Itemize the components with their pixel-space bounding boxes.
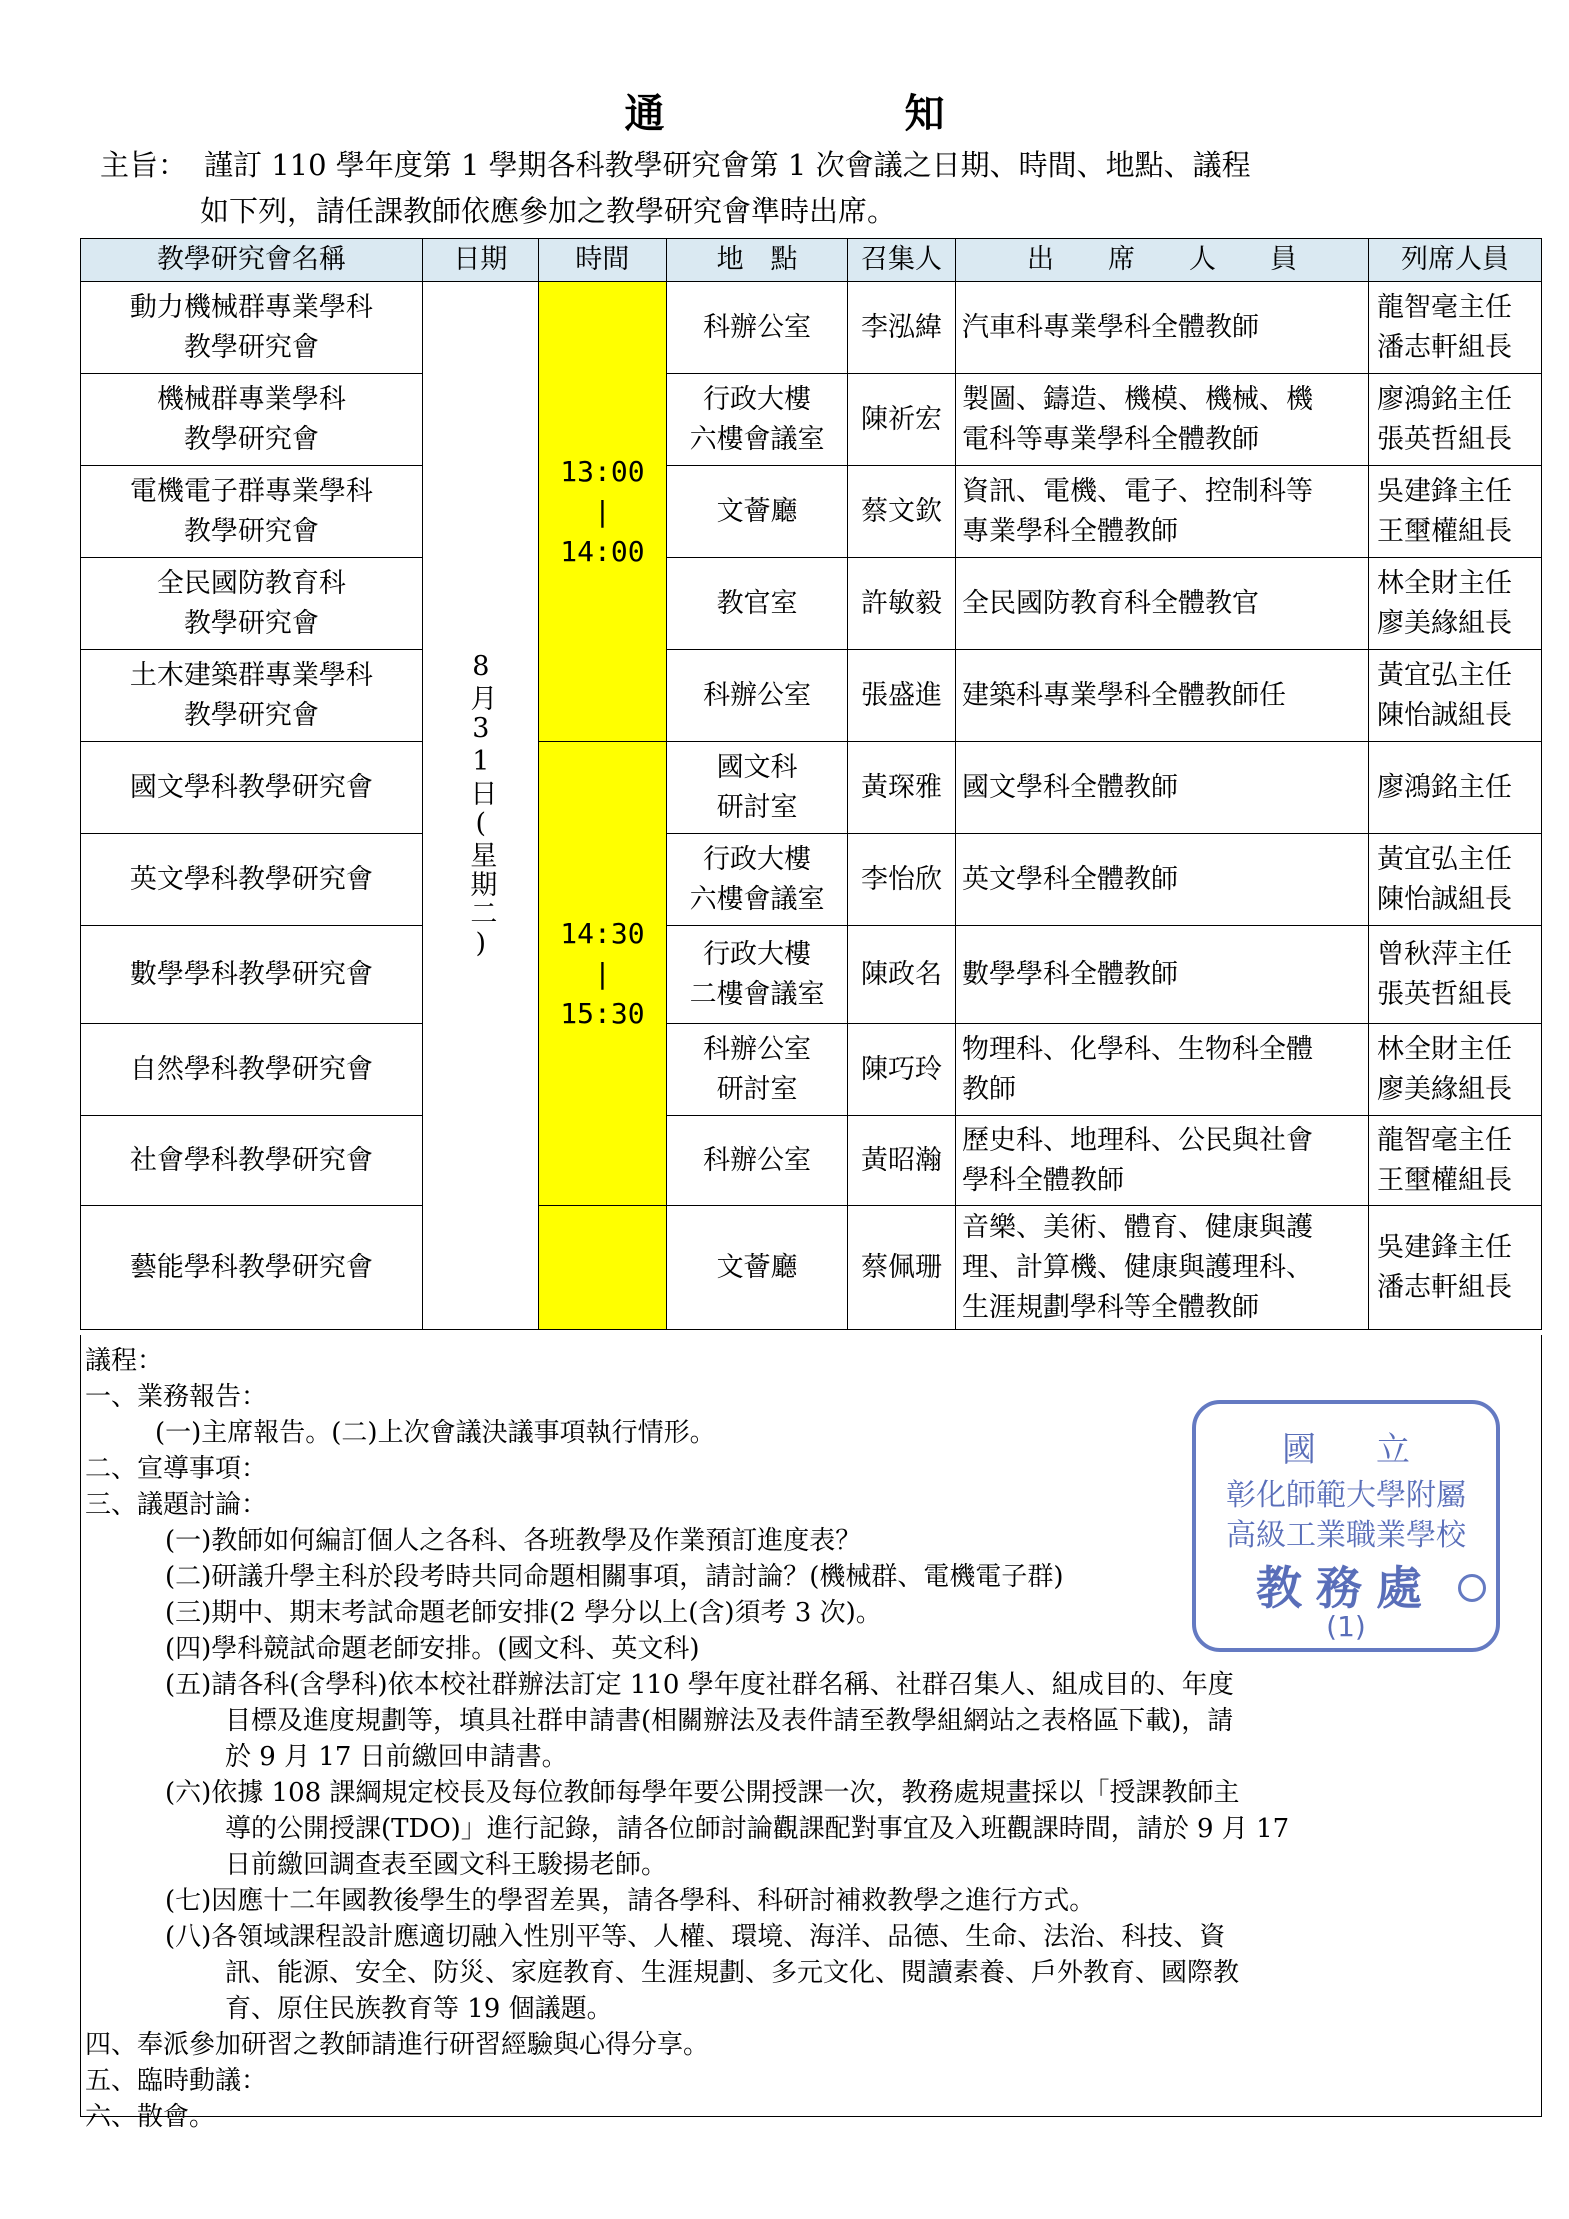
cell-line: 土木建築群專業學科: [129, 659, 373, 691]
seal-line: (1): [1326, 1610, 1366, 1643]
cell-line: 英文學科全體教師: [961, 863, 1178, 895]
agenda-section: 五、臨時動議：: [85, 2066, 268, 2096]
meeting-name: [81, 1024, 423, 1116]
convener: 張盛進: [848, 650, 956, 742]
seal-line: 教務處: [1256, 1561, 1436, 1615]
cell-line: 電機電子群專業學科: [129, 475, 373, 507]
cell-line: 科辦公室: [703, 1033, 812, 1065]
schedule-table: [80, 238, 1542, 1330]
cell-line: 音樂、美術、體育、健康與護: [961, 1211, 1313, 1243]
observers: [1369, 742, 1542, 834]
agenda-item: (三)期中、期末考試命題老師安排(2 學分以上(含)須考 3 次)。: [165, 1598, 882, 1628]
cell-line: 全民國防教育科: [156, 567, 346, 599]
meeting-name: [81, 466, 423, 558]
cell-line: 動力機械群專業學科: [129, 291, 373, 323]
col-header: 召集人: [848, 239, 956, 282]
cell-line: 數學學科教學研究會: [129, 958, 373, 990]
cell-line: 教學研究會: [183, 423, 319, 455]
observers: [1369, 1206, 1542, 1330]
subject-line-2: 如下列，請任課教師依應參加之教學研究會準時出席。: [200, 194, 897, 228]
table-header-row: [81, 239, 1542, 282]
time-end: 15:30: [560, 996, 645, 1030]
observers: [1369, 1024, 1542, 1116]
meeting-name: [81, 834, 423, 926]
meeting-place: [667, 650, 848, 742]
cell-line: 教學研究會: [183, 515, 319, 547]
cell-line: 林全財主任: [1377, 567, 1513, 599]
col-header: 教學研究會名稱: [81, 239, 423, 282]
col-header: 時間: [538, 239, 666, 282]
time-cell-blank: [538, 1206, 666, 1330]
cell-line: 資訊、電機、電子、控制科等: [961, 475, 1313, 507]
convener: 蔡文欽: [848, 466, 956, 558]
convener: 黃昭瀚: [848, 1116, 956, 1206]
subject: [100, 142, 1500, 234]
cell-line: 數學學科全體教師: [961, 958, 1178, 990]
cell-line: 科辦公室: [703, 679, 812, 711]
meeting-place: [667, 742, 848, 834]
agenda-item: (四)學科競試命題老師安排。(國文科、英文科): [165, 1634, 700, 1664]
time-start: 13:00: [560, 454, 645, 488]
observers: [1369, 1116, 1542, 1206]
cell-line: 吳建鋒主任: [1377, 1231, 1513, 1263]
seal-line: 高級工業職業學校: [1226, 1518, 1466, 1553]
agenda-item: 訊、能源、安全、防災、家庭教育、生涯規劃、多元文化、閱讀素養、戶外教育、國際教: [225, 1958, 1240, 1988]
meeting-name: [81, 1206, 423, 1330]
table-row: [81, 558, 1542, 650]
seal-line: 彰化師範大學附屬: [1226, 1478, 1466, 1513]
subject-label: 主旨：: [100, 148, 188, 182]
cell-line: 自然學科教學研究會: [129, 1053, 373, 1085]
meeting-place: [667, 558, 848, 650]
convener: 蔡佩珊: [848, 1206, 956, 1330]
observers: [1369, 374, 1542, 466]
table-row: [81, 650, 1542, 742]
table-row: [81, 1206, 1542, 1330]
agenda-section: 四、奉派參加研習之教師請進行研習經驗與心得分享。: [85, 2030, 710, 2060]
cell-line: 廖鴻銘主任: [1377, 771, 1513, 803]
attendees: [955, 834, 1368, 926]
meeting-name: [81, 374, 423, 466]
cell-line: 英文學科教學研究會: [129, 863, 373, 895]
cell-line: 專業學科全體教師: [961, 515, 1178, 547]
cell-line: 國文學科教學研究會: [129, 771, 373, 803]
cell-line: 張英哲組長: [1377, 978, 1513, 1010]
attendees: [955, 282, 1368, 374]
meeting-name: [81, 742, 423, 834]
meeting-date: 8月31日(星期二): [465, 650, 497, 961]
attendees: [955, 926, 1368, 1024]
convener: 陳祈宏: [848, 374, 956, 466]
table-row: [81, 1116, 1542, 1206]
meeting-place: [667, 1116, 848, 1206]
agenda-section: 二、宣導事項：: [85, 1454, 268, 1484]
table-row: [81, 1024, 1542, 1116]
agenda-item: (五)請各科(含學科)依本校社群辦法訂定 110 學年度社群名稱、社群召集人、組成目的、年度: [165, 1670, 1234, 1700]
cell-line: 教師: [961, 1073, 1016, 1105]
cell-line: 機械群專業學科: [156, 383, 346, 415]
cell-line: 廖鴻銘主任: [1377, 383, 1513, 415]
agenda-item: (一)教師如何編訂個人之各科、各班教學及作業預訂進度表？: [165, 1526, 862, 1556]
attendees: [955, 1024, 1368, 1116]
agenda-section: 六、散會。: [85, 2102, 216, 2132]
cell-line: 研討室: [716, 791, 798, 823]
col-header: 出 席 人 員: [955, 239, 1368, 282]
cell-line: 教學研究會: [183, 331, 319, 363]
cell-line: 教學研究會: [183, 699, 319, 731]
cell-line: 黃宜弘主任: [1377, 659, 1513, 691]
time-start: 14:30: [560, 916, 645, 950]
seal-line: 國立: [1282, 1430, 1470, 1470]
convener: 陳政名: [848, 926, 956, 1024]
cell-line: 六樓會議室: [689, 883, 825, 915]
agenda-item: 育、原住民族教育等 19 個議題。: [225, 1994, 613, 2024]
meeting-place: [667, 374, 848, 466]
cell-line: 林全財主任: [1377, 1033, 1513, 1065]
subject-line-1: 主旨： 謹訂 110 學年度第 1 學期各科教學研究會第 1 次會議之日期、時間、地點、議程: [100, 142, 1500, 188]
meeting-name: [81, 1116, 423, 1206]
cell-line: 藝能學科教學研究會: [129, 1251, 373, 1283]
cell-line: 教學研究會: [183, 607, 319, 639]
cell-line: 社會學科教學研究會: [129, 1144, 373, 1176]
cell-line: 吳建鋒主任: [1377, 475, 1513, 507]
col-header: 地 點: [667, 239, 848, 282]
observers: [1369, 466, 1542, 558]
time-sep: |: [593, 956, 611, 990]
observers: [1369, 926, 1542, 1024]
seal-emblem-icon: [1458, 1574, 1486, 1602]
agenda-heading: 議程：: [85, 1346, 164, 1376]
time-cell: [538, 282, 666, 742]
attendees: [955, 558, 1368, 650]
cell-line: 龍智毫主任: [1377, 1124, 1513, 1156]
col-header: 列席人員: [1369, 239, 1542, 282]
cell-line: 潘志軒組長: [1377, 331, 1513, 363]
agenda-item: 於 9 月 17 日前繳回申請書。: [225, 1742, 568, 1772]
cell-line: 物理科、化學科、生物科全體: [961, 1033, 1313, 1065]
cell-line: 國文學科全體教師: [961, 771, 1178, 803]
observers: [1369, 834, 1542, 926]
meeting-place: [667, 282, 848, 374]
convener: 李怡欣: [848, 834, 956, 926]
meeting-place: [667, 1206, 848, 1330]
convener: 李泓緯: [848, 282, 956, 374]
cell-line: 文薈廳: [716, 495, 798, 527]
observers: [1369, 650, 1542, 742]
agenda-item: (七)因應十二年國教後學生的學習差異，請各學科、科研討補救教學之進行方式。: [165, 1886, 1096, 1916]
cell-line: 黃宜弘主任: [1377, 843, 1513, 875]
time-sep: |: [593, 494, 611, 528]
attendees: [955, 1116, 1368, 1206]
cell-line: 電科等專業學科全體教師: [961, 423, 1259, 455]
cell-line: 教官室: [716, 587, 798, 619]
attendees: [955, 650, 1368, 742]
cell-line: 陳怡誠組長: [1377, 699, 1513, 731]
cell-line: 曾秋萍主任: [1377, 938, 1513, 970]
cell-line: 國文科: [716, 751, 798, 783]
observers: [1369, 282, 1542, 374]
cell-line: 汽車科專業學科全體教師: [961, 311, 1259, 343]
observers: [1369, 558, 1542, 650]
cell-line: 科辦公室: [703, 311, 812, 343]
cell-line: 王壐權組長: [1377, 1164, 1513, 1196]
cell-line: 建築科專業學科全體教師任: [961, 679, 1286, 711]
cell-line: 全民國防教育科全體教官: [961, 587, 1259, 619]
table-row: [81, 282, 1542, 374]
office-seal: [1192, 1400, 1500, 1652]
convener: 陳巧玲: [848, 1024, 956, 1116]
cell-line: 二樓會議室: [689, 978, 825, 1010]
table-row: [81, 926, 1542, 1024]
convener: 黃琛雅: [848, 742, 956, 834]
table-row: [81, 374, 1542, 466]
col-header: 日期: [422, 239, 538, 282]
meeting-place: [667, 926, 848, 1024]
cell-line: 文薈廳: [716, 1251, 798, 1283]
meeting-place: [667, 1024, 848, 1116]
cell-line: 王壐權組長: [1377, 515, 1513, 547]
meeting-name: [81, 558, 423, 650]
table-row: [81, 466, 1542, 558]
meeting-place: [667, 466, 848, 558]
agenda-item: (二)研議升學主科於段考時共同命題相關事項，請討論？(機械群、電機電子群): [165, 1562, 1064, 1592]
agenda-section: 一、業務報告：: [85, 1382, 268, 1412]
notice-title: 通知: [624, 90, 1185, 137]
cell-line: 廖美緣組長: [1377, 607, 1513, 639]
attendees: [955, 466, 1368, 558]
time-cell: [538, 742, 666, 1206]
cell-line: 製圖、鑄造、機模、機械、機: [961, 383, 1313, 415]
meeting-name: [81, 650, 423, 742]
table-row: [81, 834, 1542, 926]
cell-line: 研討室: [716, 1073, 798, 1105]
cell-line: 潘志軒組長: [1377, 1271, 1513, 1303]
cell-line: 理、計算機、健康與護理科、: [961, 1251, 1313, 1283]
agenda-item: (六)依據 108 課綱規定校長及每位教師每學年要公開授課一次，教務處規畫採以「授課教師主: [165, 1778, 1240, 1808]
cell-line: 六樓會議室: [689, 423, 825, 455]
agenda-item: (八)各領域課程設計應適切融入性別平等、人權、環境、海洋、品德、生命、法治、科技、資: [165, 1922, 1226, 1952]
agenda-item: 目標及進度規劃等，填具社群申請書(相關辦法及表件請至教學組網站之表格區下載)，請: [225, 1706, 1234, 1736]
meeting-name: [81, 926, 423, 1024]
agenda-section: 三、議題討論：: [85, 1490, 268, 1520]
convener: 許敏毅: [848, 558, 956, 650]
cell-line: 行政大樓: [703, 383, 812, 415]
cell-line: 龍智毫主任: [1377, 291, 1513, 323]
meeting-place: [667, 834, 848, 926]
agenda-item: 日前繳回調查表至國文科王駿揚老師。: [225, 1850, 668, 1880]
cell-line: 歷史科、地理科、公民與社會: [961, 1124, 1313, 1156]
attendees: [955, 742, 1368, 834]
attendees: [955, 1206, 1368, 1330]
agenda-item: 導的公開授課(TDO)」進行記錄，請各位師討論觀課配對事宜及入班觀課時間，請於 9 月 17: [225, 1814, 1290, 1844]
cell-line: 行政大樓: [703, 938, 812, 970]
attendees: [955, 374, 1368, 466]
cell-line: 張英哲組長: [1377, 423, 1513, 455]
cell-line: 廖美緣組長: [1377, 1073, 1513, 1105]
time-end: 14:00: [560, 534, 645, 568]
cell-line: 學科全體教師: [961, 1164, 1124, 1196]
cell-line: 生涯規劃學科等全體教師: [961, 1291, 1259, 1323]
meeting-name: [81, 282, 423, 374]
date-cell: [422, 282, 538, 1330]
cell-line: 行政大樓: [703, 843, 812, 875]
cell-line: 科辦公室: [703, 1144, 812, 1176]
table-row: [81, 742, 1542, 834]
cell-line: 陳怡誠組長: [1377, 883, 1513, 915]
agenda-item: (一)主席報告。(二)上次會議決議事項執行情形。: [155, 1418, 716, 1448]
